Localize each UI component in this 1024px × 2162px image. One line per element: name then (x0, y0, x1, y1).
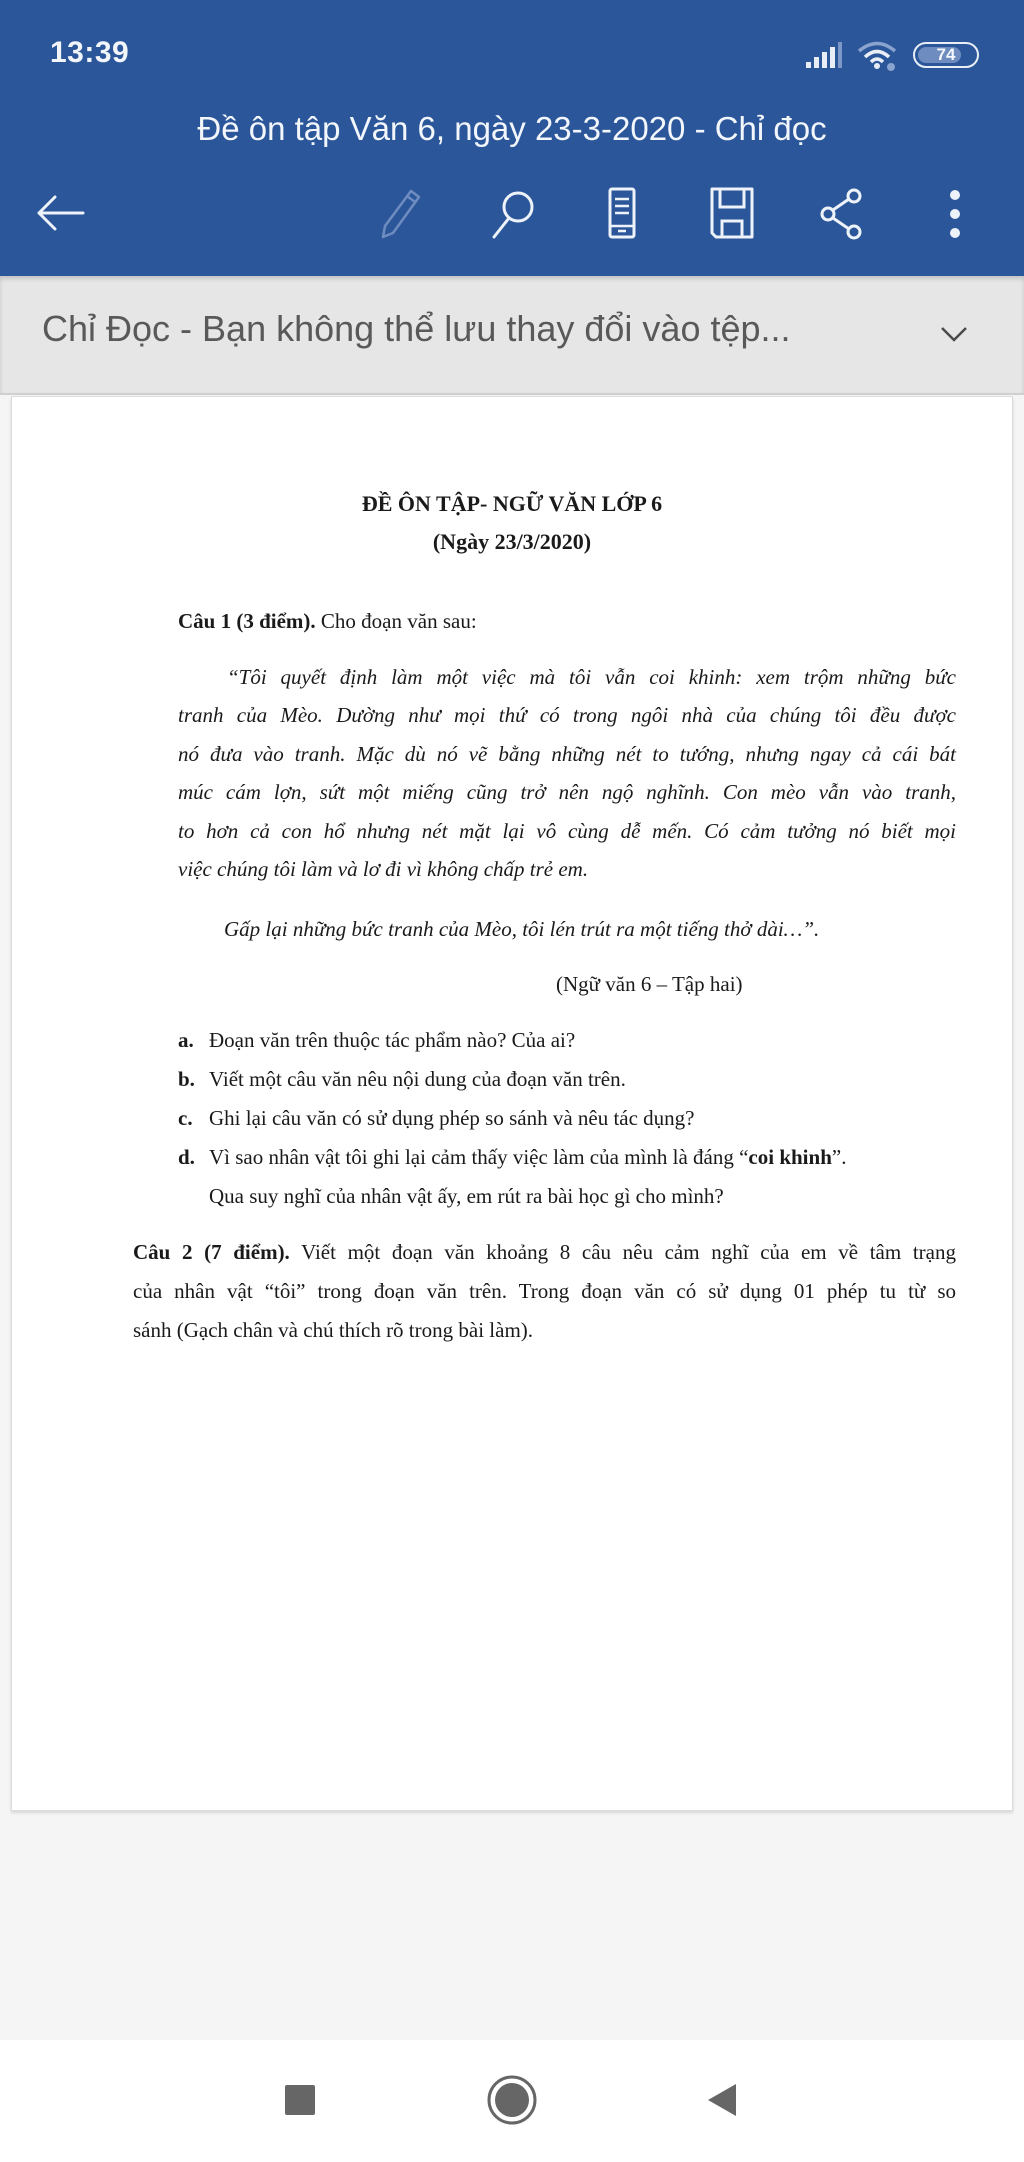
passage-line-text: tranh của Mèo. Dường như mọi thứ có trong ngôi nhà của chúng tôi đều được (178, 703, 956, 727)
question2-line (133, 1279, 956, 1303)
search-icon (482, 183, 542, 243)
status-time: 13:39 (50, 36, 130, 69)
recents-square-icon (270, 2070, 330, 2130)
home-circle-icon (482, 2070, 542, 2130)
reading-view-icon (592, 183, 652, 243)
question-item-b (178, 1067, 626, 1091)
item-text-before: Vì sao nhân vật tôi ghi lại cảm thấy việc làm của mình là đáng “ (209, 1145, 749, 1169)
readonly-banner[interactable] (0, 276, 1024, 395)
navigation-bar (0, 2040, 1024, 2162)
share-icon (812, 183, 872, 243)
back-arrow-icon (29, 183, 89, 243)
signal-icon (804, 40, 844, 70)
status-icons (800, 38, 1000, 72)
question1-intro (178, 609, 477, 633)
question-item-d (178, 1145, 846, 1169)
item-label: d. (178, 1145, 195, 1169)
item-text: Viết một câu văn nêu nội dung của đoạn văn trên. (209, 1067, 626, 1091)
passage-line-text: nó đưa vào tranh. Mặc dù nó vẽ bằng những nét to tướng, nhưng ngay cả cái bát (178, 742, 956, 766)
passage-line (178, 819, 956, 843)
doc-heading: ĐỀ ÔN TẬP- NGỮ VĂN LỚP 6 (361, 491, 663, 516)
passage-end: Gấp lại những bức tranh của Mèo, tôi lén trút ra một tiếng thở dài…”. (224, 917, 820, 941)
item-label: c. (178, 1106, 193, 1130)
question1-prompt: Cho đoạn văn sau: (315, 609, 477, 633)
save-button[interactable] (702, 183, 762, 243)
save-icon (702, 183, 762, 243)
search-button[interactable] (482, 183, 542, 243)
home-button[interactable] (482, 2070, 542, 2135)
reading-view-button[interactable] (592, 183, 652, 243)
back-button[interactable] (29, 183, 89, 243)
battery-level: 74 (936, 45, 956, 64)
battery-icon (913, 42, 979, 68)
passage-line (178, 742, 956, 766)
chevron-down-icon (936, 316, 972, 352)
question-item-a (178, 1028, 575, 1052)
passage-line (178, 703, 956, 727)
more-options-button[interactable] (925, 183, 985, 243)
item-text-after: ”. (831, 1145, 847, 1169)
question-item-d-continuation: Qua suy nghĩ của nhân vật ấy, em rút ra bài học gì cho mình? (209, 1184, 724, 1208)
passage-line-text: “Tôi quyết định làm một việc mà tôi vẫn coi khinh: xem trộm những bức (227, 665, 956, 689)
item-text: Đoạn văn trên thuộc tác phẩm nào? Của ai? (209, 1028, 576, 1052)
wifi-icon (856, 40, 900, 72)
banner-expand-button[interactable] (936, 316, 972, 352)
back-nav-button[interactable] (692, 2070, 752, 2135)
question2-first-line (133, 1240, 956, 1264)
passage-line-text: to hơn cả con hổ nhưng nét mặt lại vô cùng dễ mến. Có cảm tưởng nó biết mọi (178, 819, 956, 843)
edit-button[interactable] (371, 183, 431, 243)
question2-line: sánh (Gạch chân và chú thích rõ trong bài làm). (133, 1318, 534, 1342)
back-triangle-icon (692, 2070, 752, 2130)
question2-text: của nhân vật “tôi” trong đoạn văn trên. Trong đoạn văn có sử dụng 01 phép tu từ so (133, 1279, 956, 1303)
question1-label: Câu 1 (3 điểm). (178, 609, 316, 633)
doc-date: (Ngày 23/3/2020) (432, 529, 592, 554)
app-bar (0, 0, 1024, 276)
share-button[interactable] (812, 183, 872, 243)
question-item-c (178, 1106, 695, 1130)
recents-button[interactable] (270, 2070, 330, 2135)
question2-label: Câu 2 (7 điểm). (133, 1240, 290, 1264)
passage-line-text: múc cám lợn, sứt một miếng cũng trở nên ngộ nghĩnh. Con mèo vẫn vào tranh, (178, 780, 956, 804)
item-text: Ghi lại câu văn có sử dụng phép so sánh và nêu tác dụng? (209, 1106, 695, 1130)
more-icon (925, 183, 985, 243)
question2-text: Viết một đoạn văn khoảng 8 câu nêu cảm nghĩ của em về tâm trạng (289, 1240, 956, 1264)
passage-line: việc chúng tôi làm và lơ đi vì không chấp trẻ em. (178, 857, 589, 881)
passage-line (178, 780, 956, 804)
readonly-banner-text: Chỉ Đọc - Bạn không thể lưu thay đổi vào tệp... (42, 308, 791, 349)
item-label: b. (178, 1067, 195, 1091)
passage-line (227, 665, 956, 689)
document-page[interactable] (11, 396, 1013, 1811)
item-label: a. (178, 1028, 194, 1052)
pencil-icon (371, 183, 431, 243)
item-text-bold: coi khinh (748, 1145, 832, 1169)
question2-line (133, 1240, 956, 1264)
document-title: Đề ôn tập Văn 6, ngày 23-3-2020 - Chỉ đọc (197, 110, 827, 147)
passage-source: (Ngữ văn 6 – Tập hai) (556, 972, 743, 996)
